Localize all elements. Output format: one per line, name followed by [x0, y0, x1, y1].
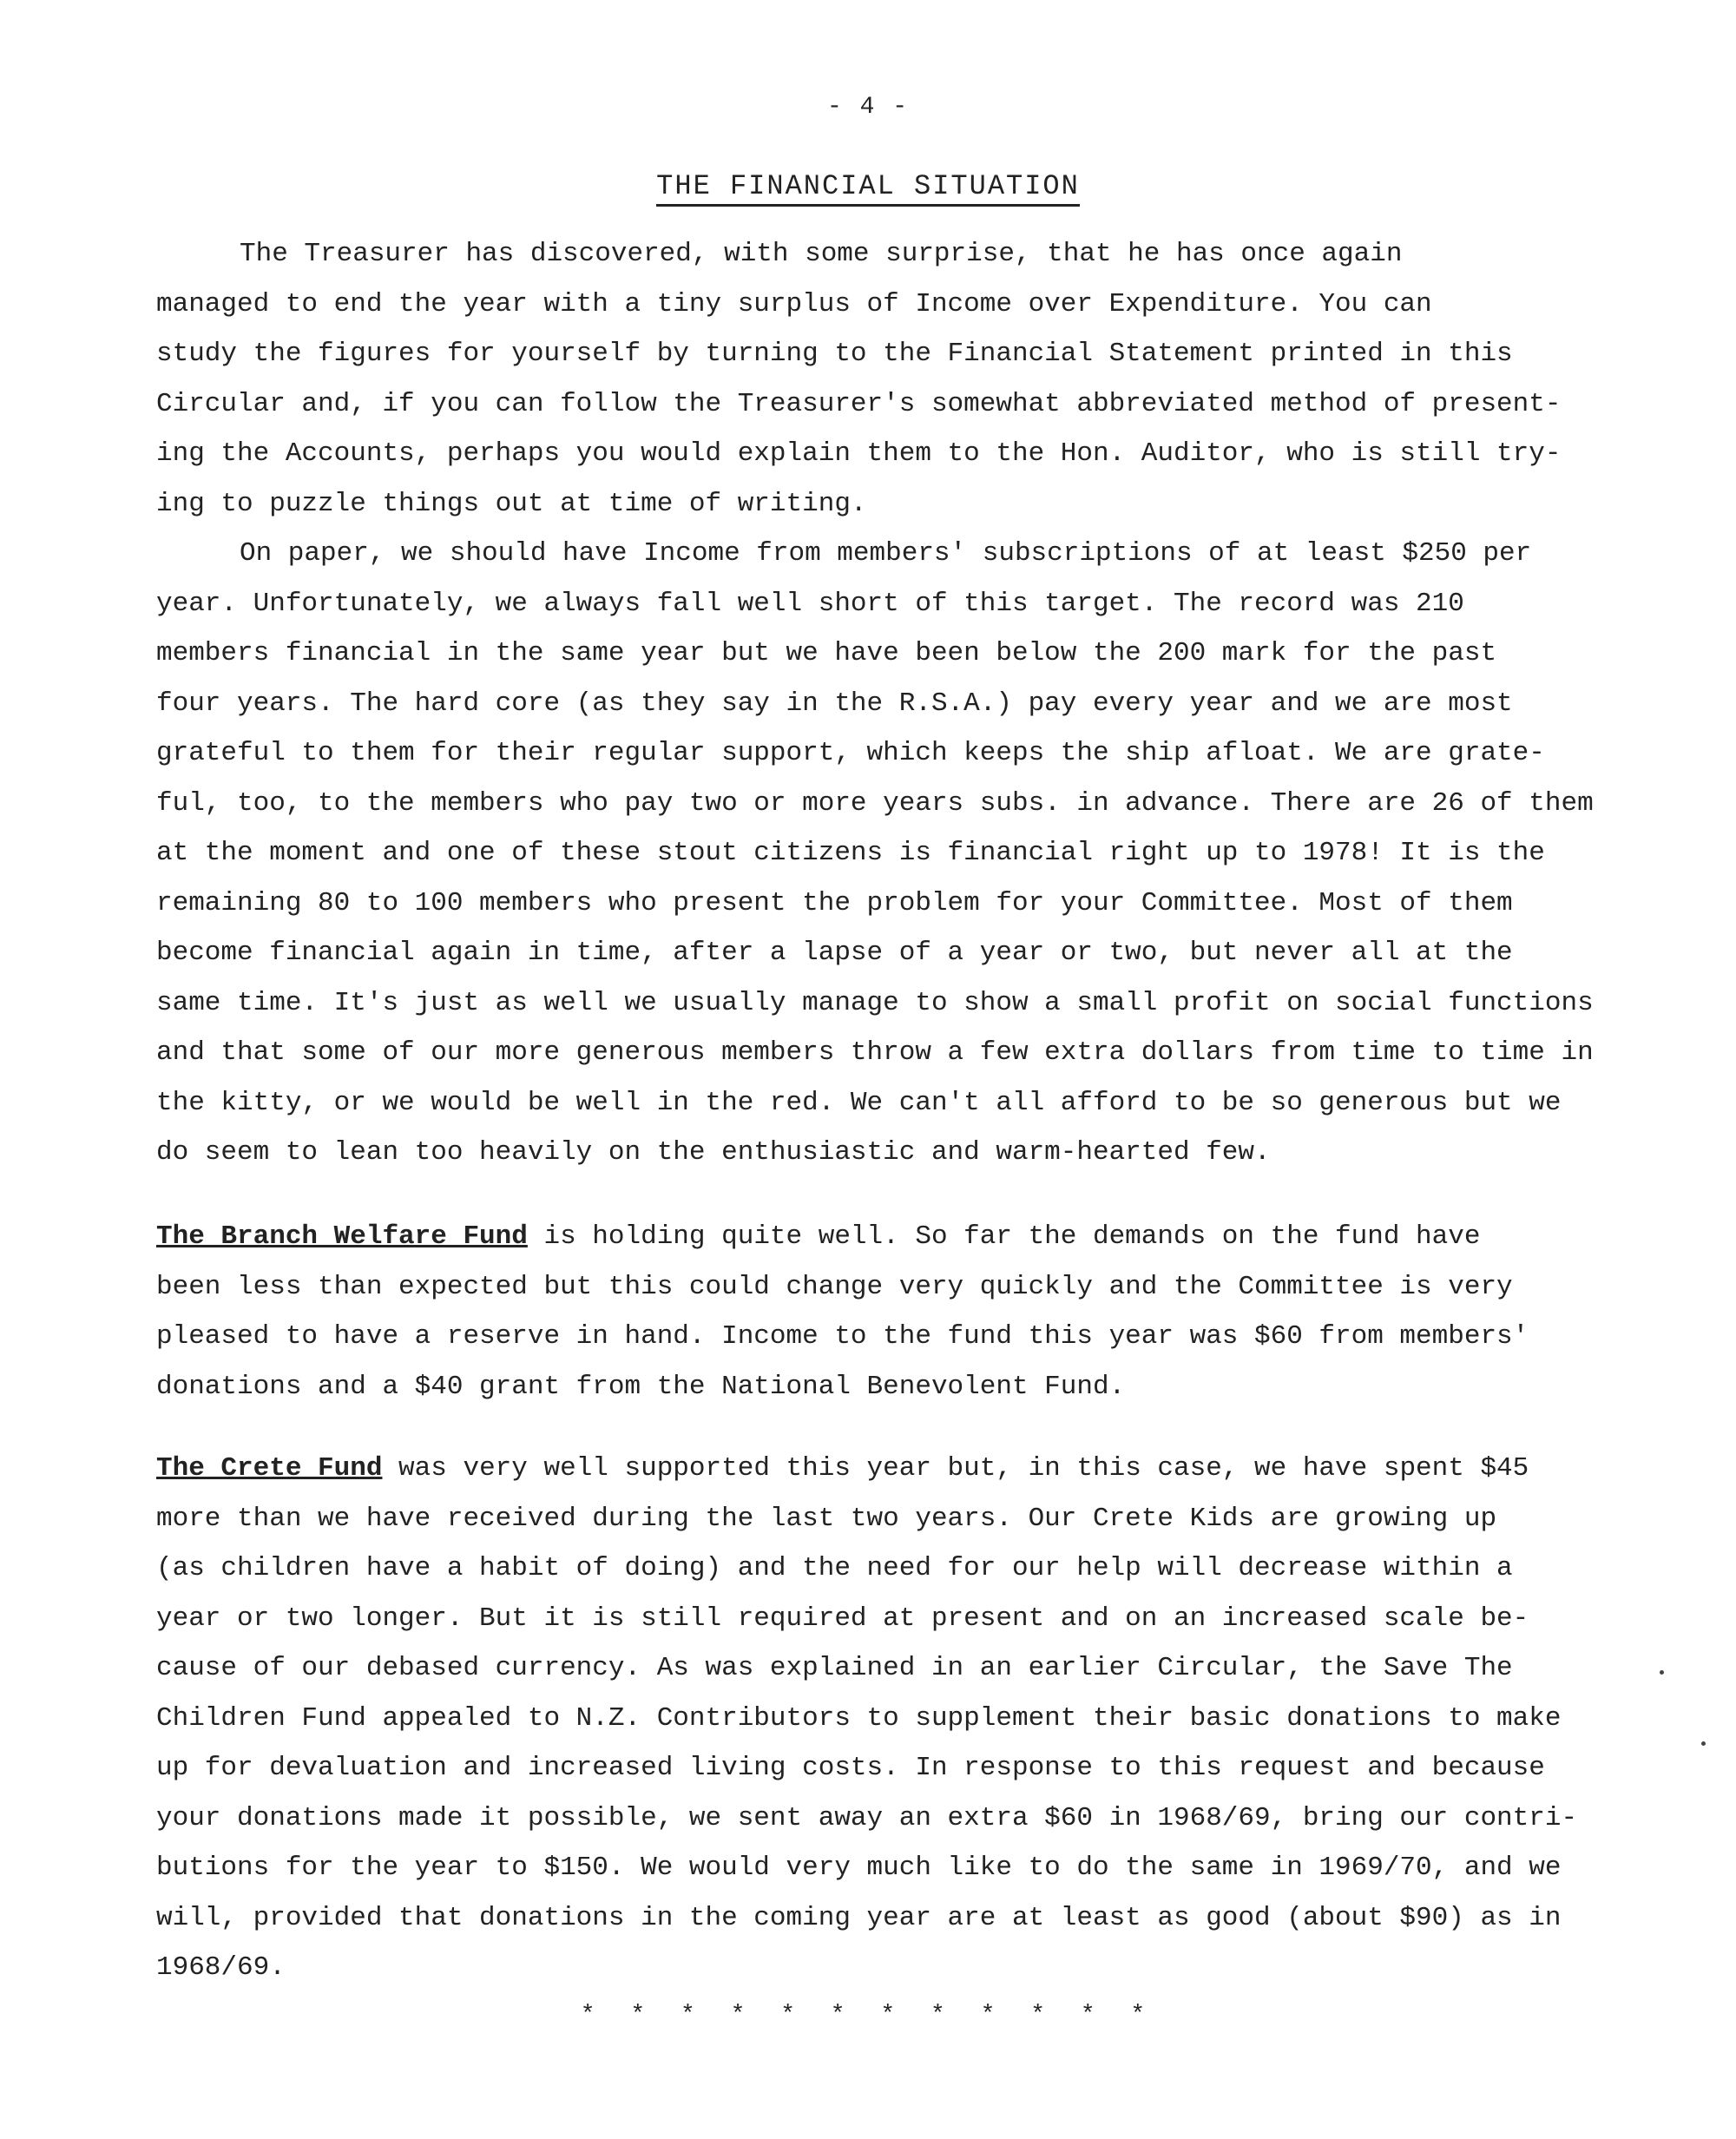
text-line: do seem to lean too heavily on the enthusiastic and warm-hearted few.: [156, 1137, 1271, 1168]
section-divider-stars: * * * * * * * * * * * *: [580, 2002, 1156, 2029]
heading-text: THE FINANCIAL SITUATION: [656, 170, 1080, 207]
welfare-fund-first-line: is holding quite well. So far the demands on the fund have: [527, 1221, 1481, 1252]
text-line: the kitty, or we would be well in the red. We can't all afford to be so generous but we: [156, 1087, 1562, 1118]
text-line: (as children have a habit of doing) and the need for our help will decrease within a: [156, 1553, 1513, 1583]
text-line: [156, 1444, 1684, 1494]
crete-fund-title: The Crete Fund: [156, 1453, 383, 1484]
text-line: year. Unfortunately, we always fall well short of this target. The record was 210: [156, 588, 1464, 619]
text-line: and that some of our more generous members throw a few extra dollars from time to time in: [156, 1037, 1594, 1068]
text-line: your donations made it possible, we sent away an extra $60 in 1968/69, bring our contri-: [156, 1802, 1578, 1833]
text-line: ing to puzzle things out at time of writing.: [156, 488, 867, 519]
text-line: become financial again in time, after a lapse of a year or two, but never all at the: [156, 938, 1513, 968]
text-line: year or two longer. But it is still required at present and on an increased scale be-: [156, 1603, 1529, 1634]
page-number: - 4 -: [826, 94, 909, 121]
financial-paragraphs: [156, 229, 1684, 1178]
text-line: pleased to have a reserve in hand. Income to the fund this year was $60 from members': [156, 1321, 1529, 1352]
crete-fund-first-line: was very well supported this year but, in this case, we have spent $45: [382, 1453, 1529, 1484]
welfare-fund-title: The Branch Welfare Fund: [156, 1221, 528, 1252]
text-line: more than we have received during the last two years. Our Crete Kids are growing up: [156, 1503, 1497, 1534]
text-line: at the moment and one of these stout citizens is financial right up to 1978! It is the: [156, 838, 1545, 868]
scan-speck: [1660, 1670, 1664, 1675]
text-line: [156, 1212, 1684, 1262]
scan-speck: [1701, 1741, 1706, 1746]
text-line: donations and a $40 grant from the National Benevolent Fund.: [156, 1371, 1126, 1402]
text-line: managed to end the year with a tiny surplus of Income over Expenditure. You can: [156, 288, 1432, 319]
text-line: members financial in the same year but we have been below the 200 mark for the past: [156, 638, 1497, 668]
text-line: Circular and, if you can follow the Treasurer's somewhat abbreviated method of present-: [156, 388, 1562, 419]
text-line: grateful to them for their regular support, which keeps the ship afloat. We are grate-: [156, 738, 1545, 768]
text-line: butions for the year to $150. We would very much like to do the same in 1969/70, and we: [156, 1853, 1562, 1883]
text-line: remaining 80 to 100 members who present the problem for your Committee. Most of them: [156, 887, 1513, 918]
text-line: On paper, we should have Income from members' subscriptions of at least $250 per: [240, 538, 1532, 569]
welfare-fund-paragraph: [156, 1212, 1684, 1412]
text-line: ful, too, to the members who pay two or more years subs. in advance. There are 26 of them: [156, 787, 1594, 819]
text-line: cause of our debased currency. As was explained in an earlier Circular, the Save The: [156, 1653, 1513, 1683]
text-line: ing the Accounts, perhaps you would explain them to the Hon. Auditor, who is still try-: [156, 438, 1562, 469]
text-line: same time. It's just as well we usually manage to show a small profit on social functions: [156, 987, 1594, 1018]
page-heading: [0, 170, 1736, 202]
text-line: study the figures for yourself by turning to the Financial Statement printed in this: [156, 339, 1513, 369]
text-line: 1968/69.: [156, 1952, 286, 1983]
text-line: The Treasurer has discovered, with some surprise, that he has once again: [240, 239, 1403, 269]
text-line: up for devaluation and increased living costs. In response to this request and because: [156, 1753, 1545, 1783]
text-line: been less than expected but this could change very quickly and the Committee is very: [156, 1271, 1513, 1302]
crete-fund-paragraph: [156, 1444, 1684, 1993]
text-line: will, provided that donations in the coming year are at least as good (about $90) as in: [156, 1902, 1562, 1933]
text-line: four years. The hard core (as they say in the R.S.A.) pay every year and we are most: [156, 688, 1513, 719]
text-line: Children Fund appealed to N.Z. Contributors to supplement their basic donations to make: [156, 1702, 1562, 1734]
